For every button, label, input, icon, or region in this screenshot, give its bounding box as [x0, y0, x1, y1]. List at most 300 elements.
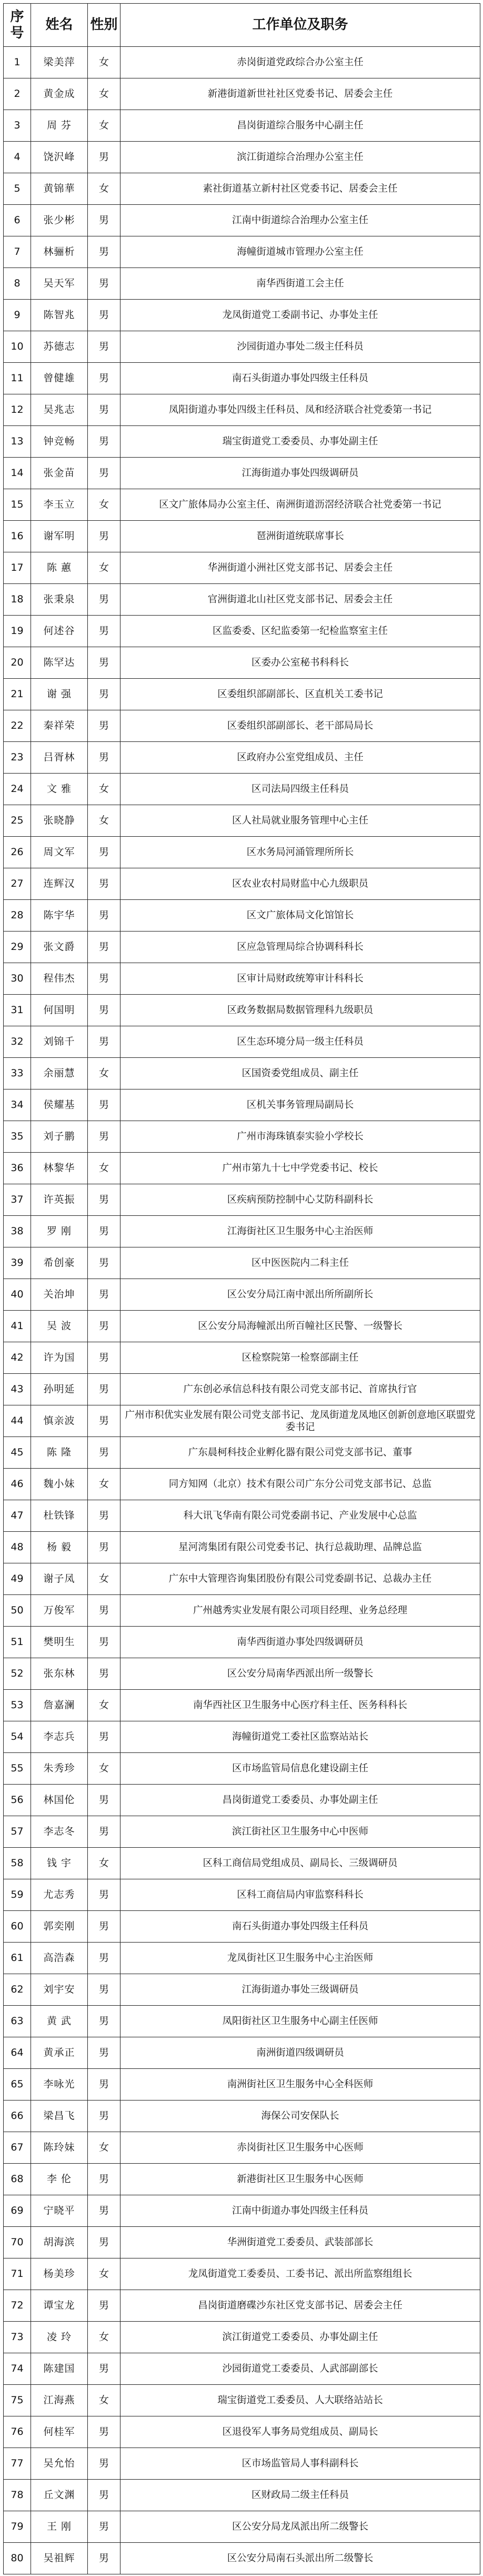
cell-seq: 32 — [4, 1026, 31, 1058]
cell-name: 宁晓平 — [31, 2195, 88, 2227]
table-row — [4, 1437, 480, 1469]
cell-name: 吴祖辉 — [31, 2543, 88, 2574]
table-row — [4, 2416, 480, 2448]
table-row — [4, 2258, 480, 2290]
cell-gender: 女 — [88, 805, 120, 837]
table-row — [4, 1121, 480, 1153]
cell-name: 刘锦千 — [31, 1026, 88, 1058]
cell-seq: 36 — [4, 1153, 31, 1184]
header-name: 姓名 — [31, 4, 88, 47]
cell-name: 李咏光 — [31, 2069, 88, 2101]
table-row — [4, 2069, 480, 2101]
cell-seq: 52 — [4, 1658, 31, 1690]
cell-name: 张秉泉 — [31, 584, 88, 616]
cell-name: 李志冬 — [31, 1816, 88, 1848]
cell-unit: 区文广旅体局文化馆馆长 — [120, 900, 480, 932]
table-row — [4, 963, 480, 995]
cell-seq: 26 — [4, 837, 31, 868]
cell-gender: 女 — [88, 1848, 120, 1879]
cell-seq: 6 — [4, 205, 31, 236]
table-row — [4, 900, 480, 932]
cell-gender: 男 — [88, 2069, 120, 2101]
cell-seq: 70 — [4, 2227, 31, 2258]
cell-seq: 39 — [4, 1247, 31, 1279]
cell-gender: 男 — [88, 2353, 120, 2385]
cell-unit: 星河湾集团有限公司党委书记、执行总裁助理、品牌总监 — [120, 1532, 480, 1563]
cell-gender: 男 — [88, 1943, 120, 1974]
cell-unit: 龙凤街社区卫生服务中心主治医师 — [120, 1943, 480, 1974]
cell-unit: 南华西街道办事处四级调研员 — [120, 1627, 480, 1658]
table-row — [4, 110, 480, 142]
table-row — [4, 47, 480, 78]
table-row — [4, 2543, 480, 2574]
cell-name: 张文爵 — [31, 932, 88, 963]
table-row — [4, 394, 480, 426]
header-unit: 工作单位及职务 — [120, 4, 480, 47]
cell-unit: 广州越秀实业发展有限公司项目经理、业务总经理 — [120, 1595, 480, 1627]
cell-unit: 沙园街道党工委委员、人武部副部长 — [120, 2353, 480, 2385]
cell-unit: 新港街道新世社社区党委书记、居委会主任 — [120, 78, 480, 110]
cell-name: 周文军 — [31, 837, 88, 868]
table-row — [4, 1279, 480, 1311]
cell-seq: 41 — [4, 1311, 31, 1342]
table-row — [4, 742, 480, 774]
cell-name: 张金苗 — [31, 458, 88, 489]
table-row — [4, 2227, 480, 2258]
cell-gender: 男 — [88, 236, 120, 268]
table-row — [4, 1974, 480, 2006]
cell-unit: 区政务数据局数据管理科九级职员 — [120, 995, 480, 1026]
cell-unit: 区委组织部副部长、区直机关工委书记 — [120, 679, 480, 710]
table-row — [4, 2322, 480, 2353]
cell-name: 王 刚 — [31, 2511, 88, 2543]
cell-name: 何述谷 — [31, 616, 88, 647]
cell-name: 陈宇华 — [31, 900, 88, 932]
cell-name: 尤志秀 — [31, 1879, 88, 1911]
cell-unit: 滨江街社区卫生服务中心中医师 — [120, 1816, 480, 1848]
cell-unit: 广州市第九十七中学党委书记、校长 — [120, 1153, 480, 1184]
cell-seq: 51 — [4, 1627, 31, 1658]
cell-seq: 55 — [4, 1753, 31, 1785]
table-row — [4, 995, 480, 1026]
table-row — [4, 1026, 480, 1058]
table-row — [4, 2480, 480, 2511]
cell-gender: 男 — [88, 1437, 120, 1469]
cell-gender: 男 — [88, 2101, 120, 2132]
cell-unit: 区委办公室秘书科科长 — [120, 647, 480, 679]
cell-seq: 27 — [4, 868, 31, 900]
cell-seq: 2 — [4, 78, 31, 110]
table-row — [4, 300, 480, 331]
table-row — [4, 521, 480, 552]
cell-seq: 62 — [4, 1974, 31, 2006]
table-row — [4, 363, 480, 394]
cell-seq: 71 — [4, 2258, 31, 2290]
table-row — [4, 2385, 480, 2416]
cell-name: 关治坤 — [31, 1279, 88, 1311]
cell-gender: 女 — [88, 2322, 120, 2353]
cell-unit: 区公安分局江南中派出所所副所长 — [120, 1279, 480, 1311]
cell-name: 吴允怡 — [31, 2448, 88, 2480]
cell-name: 何国明 — [31, 995, 88, 1026]
cell-unit: 南华西街道工会主任 — [120, 268, 480, 300]
cell-gender: 男 — [88, 331, 120, 363]
table-row — [4, 1247, 480, 1279]
cell-gender: 女 — [88, 774, 120, 805]
cell-unit: 海幢街道城市管理办公室主任 — [120, 236, 480, 268]
cell-gender: 男 — [88, 394, 120, 426]
cell-seq: 56 — [4, 1785, 31, 1816]
cell-seq: 53 — [4, 1690, 31, 1721]
cell-seq: 24 — [4, 774, 31, 805]
cell-unit: 区退役军人事务局党组成员、副局长 — [120, 2416, 480, 2448]
cell-gender: 男 — [88, 2006, 120, 2037]
cell-seq: 13 — [4, 426, 31, 458]
cell-name: 黄承正 — [31, 2037, 88, 2069]
cell-seq: 76 — [4, 2416, 31, 2448]
cell-name: 詹嘉澜 — [31, 1690, 88, 1721]
cell-name: 黄 武 — [31, 2006, 88, 2037]
cell-unit: 华洲街道党工委委员、武装部部长 — [120, 2227, 480, 2258]
cell-seq: 54 — [4, 1721, 31, 1753]
table-row — [4, 837, 480, 868]
cell-name: 秦祥荣 — [31, 710, 88, 742]
cell-unit: 江海街社区卫生服务中心主治医师 — [120, 1216, 480, 1247]
table-row — [4, 2164, 480, 2195]
cell-seq: 33 — [4, 1058, 31, 1089]
cell-name: 梁美萍 — [31, 47, 88, 78]
cell-name: 苏德志 — [31, 331, 88, 363]
cell-name: 杨 毅 — [31, 1532, 88, 1563]
cell-gender: 女 — [88, 78, 120, 110]
table-row — [4, 1943, 480, 1974]
cell-gender: 男 — [88, 1500, 120, 1532]
cell-seq: 68 — [4, 2164, 31, 2195]
cell-gender: 男 — [88, 900, 120, 932]
table-row — [4, 458, 480, 489]
cell-name: 丘文渊 — [31, 2480, 88, 2511]
cell-seq: 34 — [4, 1089, 31, 1121]
cell-unit: 区人社局就业服务管理中心主任 — [120, 805, 480, 837]
cell-seq: 19 — [4, 616, 31, 647]
cell-name: 魏小妹 — [31, 1469, 88, 1500]
cell-name: 樊明生 — [31, 1627, 88, 1658]
cell-name: 刘宇安 — [31, 1974, 88, 2006]
cell-seq: 21 — [4, 679, 31, 710]
cell-name: 孙明延 — [31, 1374, 88, 1405]
cell-name: 吴兆志 — [31, 394, 88, 426]
cell-gender: 女 — [88, 1753, 120, 1785]
cell-seq: 45 — [4, 1437, 31, 1469]
cell-name: 张少彬 — [31, 205, 88, 236]
cell-seq: 66 — [4, 2101, 31, 2132]
cell-gender: 男 — [88, 1816, 120, 1848]
cell-gender: 女 — [88, 173, 120, 205]
cell-seq: 75 — [4, 2385, 31, 2416]
cell-name: 陈智兆 — [31, 300, 88, 331]
cell-unit: 区应急管理局综合协调科科长 — [120, 932, 480, 963]
cell-seq: 61 — [4, 1943, 31, 1974]
cell-name: 朱秀珍 — [31, 1753, 88, 1785]
cell-seq: 14 — [4, 458, 31, 489]
cell-unit: 区文广旅体局办公室主任、南洲街道沥滘经济联合社党委第一书记 — [120, 489, 480, 521]
cell-name: 谢军明 — [31, 521, 88, 552]
table-row — [4, 1184, 480, 1216]
cell-name: 慎亲波 — [31, 1405, 88, 1437]
cell-unit: 区农业农村局财监中心九级职员 — [120, 868, 480, 900]
table-row — [4, 584, 480, 616]
cell-name: 江海燕 — [31, 2385, 88, 2416]
cell-unit: 龙凤街道党工委委员、工委书记、派出所监察组组长 — [120, 2258, 480, 2290]
table-row — [4, 142, 480, 173]
cell-name: 钱 宇 — [31, 1848, 88, 1879]
cell-gender: 男 — [88, 837, 120, 868]
table-row — [4, 2101, 480, 2132]
cell-unit: 琶洲街道统联席事长 — [120, 521, 480, 552]
cell-seq: 18 — [4, 584, 31, 616]
cell-seq: 11 — [4, 363, 31, 394]
table-row — [4, 1848, 480, 1879]
cell-seq: 7 — [4, 236, 31, 268]
cell-seq: 73 — [4, 2322, 31, 2353]
table-row — [4, 679, 480, 710]
header-seq: 序号 — [4, 4, 31, 47]
cell-seq: 63 — [4, 2006, 31, 2037]
cell-unit: 官洲街道北山社区党支部书记、居委会主任 — [120, 584, 480, 616]
cell-gender: 男 — [88, 1627, 120, 1658]
cell-gender: 男 — [88, 363, 120, 394]
cell-unit: 南洲街道四级调研员 — [120, 2037, 480, 2069]
cell-seq: 60 — [4, 1911, 31, 1943]
cell-unit: 区国资委党组成员、副主任 — [120, 1058, 480, 1089]
cell-gender: 男 — [88, 426, 120, 458]
table-row — [4, 774, 480, 805]
cell-name: 刘子鹏 — [31, 1121, 88, 1153]
table-row — [4, 2006, 480, 2037]
cell-unit: 区公安分局龙凤派出所二级警长 — [120, 2511, 480, 2543]
cell-gender: 男 — [88, 142, 120, 173]
table-row — [4, 1816, 480, 1848]
cell-name: 林国伦 — [31, 1785, 88, 1816]
cell-gender: 男 — [88, 521, 120, 552]
cell-unit: 赤岗街社区卫生服务中心医师 — [120, 2132, 480, 2164]
cell-seq: 48 — [4, 1532, 31, 1563]
cell-name: 程伟杰 — [31, 963, 88, 995]
cell-unit: 区财政局二级主任科员 — [120, 2480, 480, 2511]
cell-seq: 12 — [4, 394, 31, 426]
cell-gender: 男 — [88, 2448, 120, 2480]
cell-seq: 31 — [4, 995, 31, 1026]
cell-unit: 海幢街道党工委社区监察站站长 — [120, 1721, 480, 1753]
cell-name: 许英振 — [31, 1184, 88, 1216]
cell-name: 黄金成 — [31, 78, 88, 110]
cell-gender: 男 — [88, 1216, 120, 1247]
cell-seq: 69 — [4, 2195, 31, 2227]
cell-seq: 17 — [4, 552, 31, 584]
cell-gender: 男 — [88, 2480, 120, 2511]
cell-seq: 46 — [4, 1469, 31, 1500]
cell-name: 谢 强 — [31, 679, 88, 710]
cell-seq: 3 — [4, 110, 31, 142]
cell-seq: 38 — [4, 1216, 31, 1247]
cell-gender: 男 — [88, 300, 120, 331]
cell-name: 张晓静 — [31, 805, 88, 837]
table-row — [4, 1058, 480, 1089]
table-row — [4, 2290, 480, 2322]
cell-name: 陈罕达 — [31, 647, 88, 679]
cell-unit: 江海街道办事处三级调研员 — [120, 1974, 480, 2006]
cell-seq: 23 — [4, 742, 31, 774]
cell-name: 杜铁锋 — [31, 1500, 88, 1532]
cell-gender: 女 — [88, 1563, 120, 1595]
table-row — [4, 1405, 480, 1437]
cell-unit: 江南中街道办事处四级主任科员 — [120, 2195, 480, 2227]
table-row — [4, 1216, 480, 1247]
cell-gender: 女 — [88, 489, 120, 521]
cell-gender: 男 — [88, 1721, 120, 1753]
cell-unit: 南石头街道办事处四级主任科员 — [120, 1911, 480, 1943]
cell-gender: 男 — [88, 2543, 120, 2574]
cell-name: 文 雅 — [31, 774, 88, 805]
cell-gender: 女 — [88, 47, 120, 78]
cell-unit: 凤阳街道办事处四级主任科员、凤和经济联合社党委第一书记 — [120, 394, 480, 426]
cell-seq: 74 — [4, 2353, 31, 2385]
cell-gender: 男 — [88, 710, 120, 742]
cell-gender: 女 — [88, 1690, 120, 1721]
cell-unit: 广州市积优实业发展有限公司党支部书记、龙凤街道龙凤地区创新创意地区联盟党委书记 — [120, 1405, 480, 1437]
table-row — [4, 1595, 480, 1627]
table-row — [4, 1785, 480, 1816]
cell-seq: 28 — [4, 900, 31, 932]
cell-seq: 9 — [4, 300, 31, 331]
cell-seq: 40 — [4, 1279, 31, 1311]
table-row — [4, 1532, 480, 1563]
table-row — [4, 1879, 480, 1911]
cell-name: 谢子凤 — [31, 1563, 88, 1595]
cell-seq: 59 — [4, 1879, 31, 1911]
cell-seq: 16 — [4, 521, 31, 552]
cell-name: 林黎华 — [31, 1153, 88, 1184]
cell-name: 李玉立 — [31, 489, 88, 521]
cell-name: 陈 隆 — [31, 1437, 88, 1469]
cell-name: 饶沢峰 — [31, 142, 88, 173]
cell-seq: 22 — [4, 710, 31, 742]
table-row — [4, 1311, 480, 1342]
table-row — [4, 205, 480, 236]
cell-name: 余丽慧 — [31, 1058, 88, 1089]
table-row — [4, 236, 480, 268]
table-row — [4, 647, 480, 679]
table-row — [4, 489, 480, 521]
cell-name: 罗 刚 — [31, 1216, 88, 1247]
cell-unit: 广东创必承信总科技有限公司党支部书记、首席执行官 — [120, 1374, 480, 1405]
cell-gender: 男 — [88, 1911, 120, 1943]
cell-seq: 57 — [4, 1816, 31, 1848]
cell-name: 陈建国 — [31, 2353, 88, 2385]
table-row — [4, 1721, 480, 1753]
cell-gender: 男 — [88, 868, 120, 900]
cell-unit: 同方知网（北京）技术有限公司广东分公司党支部书记、总监 — [120, 1469, 480, 1500]
cell-unit: 龙凤街道党工委副书记、办事处主任 — [120, 300, 480, 331]
cell-seq: 15 — [4, 489, 31, 521]
cell-name: 胡海滨 — [31, 2227, 88, 2258]
cell-gender: 男 — [88, 2227, 120, 2258]
cell-gender: 男 — [88, 1089, 120, 1121]
cell-unit: 广东中大管理咨询集团股份有限公司党委副书记、总裁办主任 — [120, 1563, 480, 1595]
cell-unit: 广东晨柯科技企业孵化器有限公司党支部书记、董事 — [120, 1437, 480, 1469]
cell-unit: 海保公司安保队长 — [120, 2101, 480, 2132]
cell-gender: 女 — [88, 1153, 120, 1184]
cell-unit: 区检察院第一检察部副主任 — [120, 1342, 480, 1374]
cell-seq: 49 — [4, 1563, 31, 1595]
cell-gender: 男 — [88, 1658, 120, 1690]
cell-unit: 区监委委、区纪监委第一纪检监察室主任 — [120, 616, 480, 647]
table-row — [4, 2448, 480, 2480]
table-row — [4, 1658, 480, 1690]
table-row — [4, 805, 480, 837]
cell-gender: 男 — [88, 1121, 120, 1153]
cell-gender: 男 — [88, 2511, 120, 2543]
cell-gender: 男 — [88, 647, 120, 679]
roster-document — [3, 3, 480, 2574]
cell-seq: 43 — [4, 1374, 31, 1405]
cell-seq: 29 — [4, 932, 31, 963]
cell-gender: 男 — [88, 1311, 120, 1342]
table-row — [4, 1374, 480, 1405]
cell-unit: 新港街社区卫生服务中心医师 — [120, 2164, 480, 2195]
cell-seq: 47 — [4, 1500, 31, 1532]
cell-name: 何桂军 — [31, 2416, 88, 2448]
table-row — [4, 1911, 480, 1943]
cell-seq: 1 — [4, 47, 31, 78]
cell-gender: 男 — [88, 932, 120, 963]
cell-name: 许为国 — [31, 1342, 88, 1374]
table-row — [4, 2353, 480, 2385]
cell-unit: 南石头街道办事处四级主任科员 — [120, 363, 480, 394]
cell-gender: 男 — [88, 458, 120, 489]
cell-gender: 男 — [88, 1405, 120, 1437]
cell-gender: 男 — [88, 2290, 120, 2322]
cell-unit: 南洲街社区卫生服务中心全科医师 — [120, 2069, 480, 2101]
table-row — [4, 331, 480, 363]
table-body — [4, 47, 480, 2574]
cell-name: 吕胥林 — [31, 742, 88, 774]
cell-name: 谭宝龙 — [31, 2290, 88, 2322]
cell-name: 连辉汉 — [31, 868, 88, 900]
table-row — [4, 2195, 480, 2227]
table-row — [4, 1089, 480, 1121]
cell-gender: 男 — [88, 2416, 120, 2448]
cell-gender: 女 — [88, 1469, 120, 1500]
cell-name: 钟竞畅 — [31, 426, 88, 458]
cell-unit: 区中医医院内二科主任 — [120, 1247, 480, 1279]
cell-unit: 沙园街道办事处二级主任科员 — [120, 331, 480, 363]
cell-name: 希创豪 — [31, 1247, 88, 1279]
cell-name: 吴 波 — [31, 1311, 88, 1342]
table-row — [4, 2132, 480, 2164]
cell-gender: 男 — [88, 995, 120, 1026]
table-row — [4, 552, 480, 584]
cell-unit: 区生态环境分局一级主任科员 — [120, 1026, 480, 1058]
cell-unit: 区疾病预防控制中心艾防科副科长 — [120, 1184, 480, 1216]
cell-seq: 58 — [4, 1848, 31, 1879]
table-row — [4, 2511, 480, 2543]
table-row — [4, 173, 480, 205]
cell-name: 林骊析 — [31, 236, 88, 268]
table-row — [4, 1500, 480, 1532]
cell-gender: 男 — [88, 679, 120, 710]
cell-name: 梁昌飞 — [31, 2101, 88, 2132]
